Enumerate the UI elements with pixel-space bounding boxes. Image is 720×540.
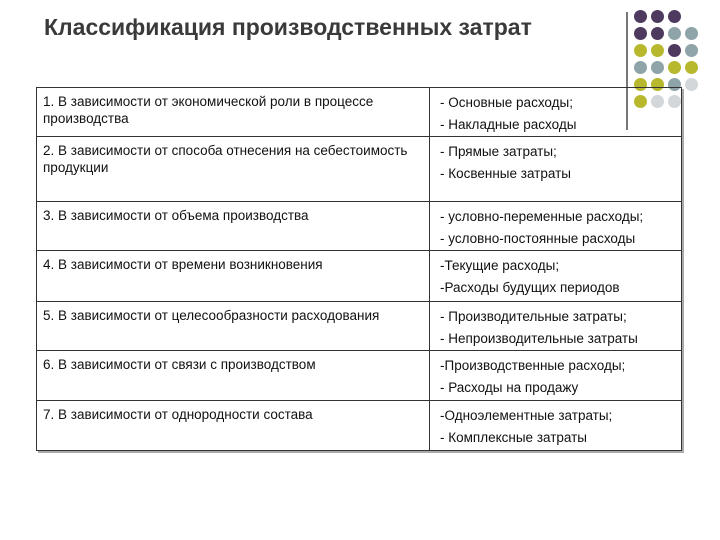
decor-dot	[634, 10, 647, 23]
decor-dot	[634, 44, 647, 57]
cost-type: - Основные расходы;	[440, 95, 573, 110]
table-row	[37, 302, 682, 351]
decor-dot	[668, 61, 681, 74]
table-row	[37, 137, 682, 202]
cost-type: - Расходы на продажу	[440, 380, 579, 395]
decor-dot	[651, 10, 664, 23]
table-row	[37, 401, 682, 451]
decor-dot	[685, 61, 698, 74]
decor-dot	[668, 10, 681, 23]
cost-types-cell	[430, 251, 682, 302]
criterion-cell: 6. В зависимости от связи с производством	[37, 351, 430, 401]
cost-type: -Производственные расходы;	[440, 358, 626, 373]
decor-dot	[634, 27, 647, 40]
cost-type: -Текущие расходы;	[440, 258, 560, 273]
classification-table	[36, 87, 682, 451]
table-row	[37, 202, 682, 251]
decor-dot	[651, 27, 664, 40]
decor-dot	[685, 78, 698, 91]
cost-types-cell	[430, 302, 682, 351]
cost-type: - Косвенные затраты	[440, 166, 571, 181]
criterion-cell: 5. В зависимости от целесообразности расходования	[37, 302, 430, 351]
cost-type: - условно-переменные расходы;	[440, 209, 644, 224]
decor-dot	[668, 27, 681, 40]
decor-dot	[634, 61, 647, 74]
decor-dot	[668, 44, 681, 57]
cost-type: -Одноэлементные затраты;	[440, 408, 613, 423]
decor-dot	[685, 44, 698, 57]
cost-types-cell	[430, 88, 682, 137]
table-row	[37, 351, 682, 401]
decor-dot	[685, 27, 698, 40]
cost-types-cell	[430, 401, 682, 451]
criterion-cell: 2. В зависимости от способа отнесения на себестоимость продукции	[37, 137, 430, 202]
decor-dot	[651, 61, 664, 74]
cost-type: - Производительные затраты;	[440, 309, 627, 324]
table-row	[37, 251, 682, 302]
table-row	[37, 88, 682, 137]
criterion-cell: 3. В зависимости от объема производства	[37, 202, 430, 251]
cost-type: - Непроизводительные затраты	[440, 331, 638, 346]
decor-dot	[651, 44, 664, 57]
cost-types-cell	[430, 351, 682, 401]
page-title: Классификация производственных затрат	[44, 14, 532, 40]
cost-type: - Прямые затраты;	[440, 144, 557, 159]
cost-type: - Комплексные затраты	[440, 430, 588, 445]
criterion-cell: 1. В зависимости от экономической роли в процессе производства	[37, 88, 430, 137]
cost-type: - Накладные расходы	[440, 117, 577, 132]
cost-types-cell	[430, 202, 682, 251]
cost-types-cell	[430, 137, 682, 202]
cost-type: -Расходы будущих периодов	[440, 280, 620, 295]
criterion-cell: 7. В зависимости от однородности состава	[37, 401, 430, 451]
cost-type: - условно-постоянные расходы	[440, 231, 636, 246]
criterion-cell: 4. В зависимости от времени возникновения	[37, 251, 430, 302]
